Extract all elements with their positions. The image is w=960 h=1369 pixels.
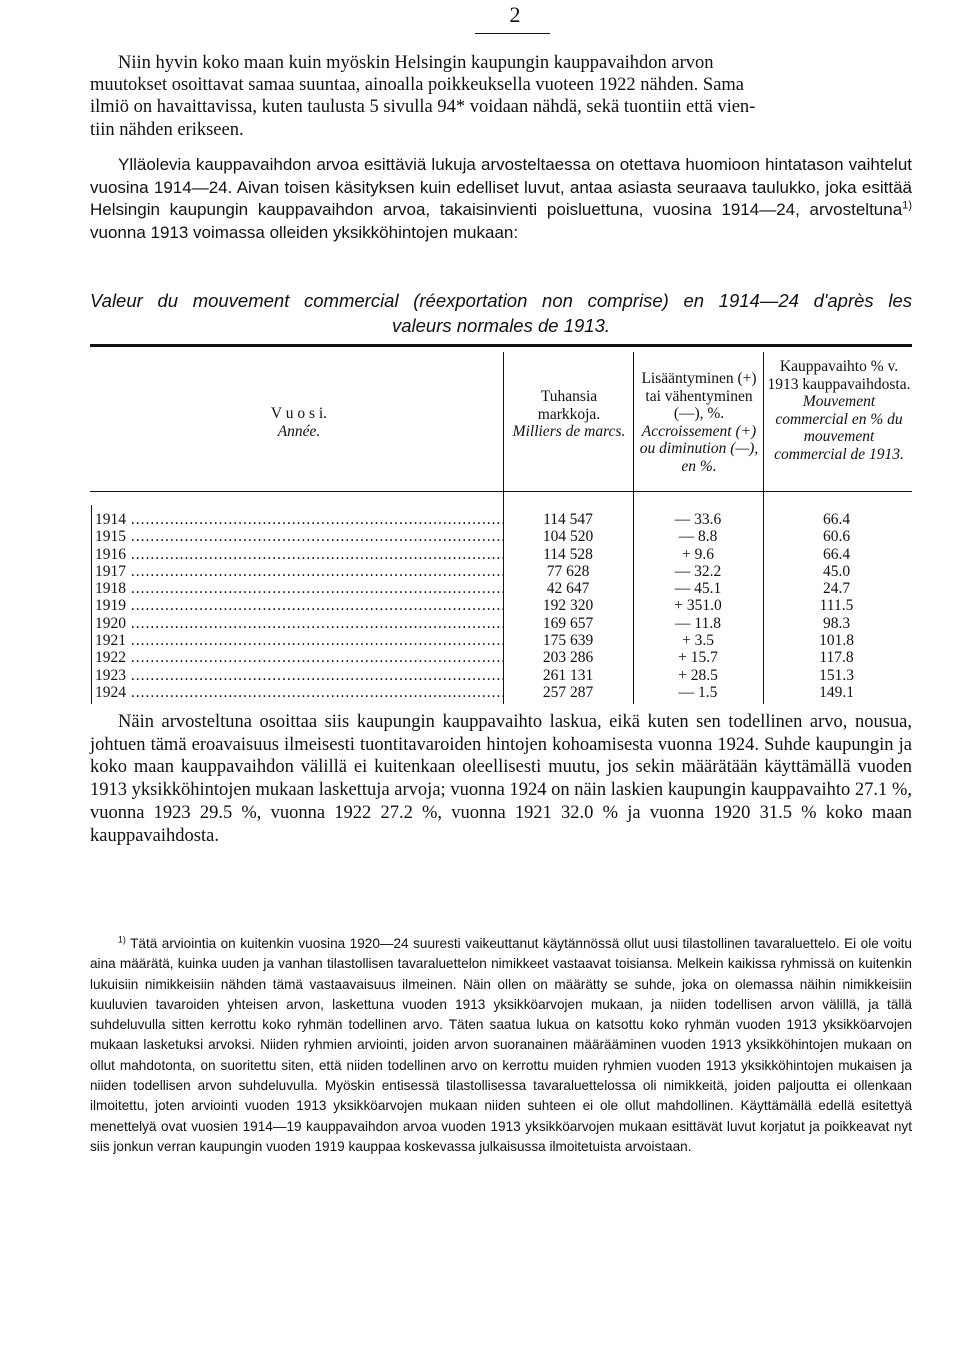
year-cell: 1922 ..... [95, 649, 503, 666]
paragraph-intro-line: ilmiö on havaittavissa, kuten taulusta 5 sivulla 94* voidaan nähdä, sekä tuontiin että vien- [90, 97, 756, 118]
header-value-fi: Tuhansia markkoja. [537, 388, 601, 423]
table-row [95, 684, 912, 701]
change-cell: — 8.8 [678, 528, 718, 546]
value-cell: 261 131 [542, 666, 594, 684]
table-row [95, 546, 912, 563]
paragraph-intro-line: muutokset osoittavat samaa suuntaa, ainoalla poikkeuksella vuoteen 1922 nähden. Sama [90, 75, 745, 96]
change-cell: — 32.2 [674, 562, 722, 580]
table-title-line: valeurs normales de 1913. [391, 315, 611, 336]
paragraph-intro-line: tiin nähden erikseen. [90, 119, 244, 140]
year-cell: 1920 ..... [95, 615, 503, 632]
paragraph-conclusion: Näin arvosteltuna osoittaa siis kaupungin kauppavaihto laskua, eikä kuten sen todellinen arvo, nousua, johtuen tämä eroavaisuus ilmeisesti tuontitavaroiden hintojen kohoamisesta vuonna 1924. Suhde kaupungin ja koko maan kauppavaihdon välillä ei kuitenkaan oleellisesti muutu, jos sekin määrätään käyttämällä vuoden 1913 yksikköhintojen mukaan laskettuja arvoja; vuonna 1924 on näin laskien kaupungin kauppavaihto 27.1 %, vuonna 1923 29.5 %, vuonna 1922 27.2 %, vuonna 1921 32.0 % ja vuonna 1920 31.5 % koko maan kauppavaihdosta. [90, 712, 912, 846]
year-cell: 1918 ..... [95, 580, 503, 597]
header-year [95, 405, 503, 440]
year-cell: 1923 ..... [95, 667, 503, 684]
page-number: 2 [509, 2, 521, 27]
share-cell: 111.5 [819, 597, 854, 615]
paragraph-intro-line: Niin hyvin koko maan kuin myöskin Helsingin kaupungin kauppavaihdon arvon [118, 53, 714, 73]
change-cell: — 1.5 [678, 683, 718, 701]
header-year-fr: Année. [277, 422, 321, 440]
value-cell: 175 639 [542, 632, 594, 650]
header-share-fi: Kauppavaihto % v. 1913 kauppavaihdosta. [767, 358, 911, 393]
footnote-text: Tätä arviointia on kuitenkin vuosina 1920—24 suuresti vaikeuttanut käytännössä ollut uusi tilastollinen tavaraluettelo. Ei ole voitu aina määrätä, kuinka uuden ja vanhan tilastollisen tavaraluettelon nimikkeet vastaavat toisiansa. Melkein kaikissa ryhmissä on kuitenkin lukuisiin nimikkeisiin nähden tämä vastaavaisuus ilmeinen. Näin ollen on määrätty se suhde, joka on olemassa näihin nimikkeisiin kuuluvien tavaroiden yhteisen arvon, laskettuna vuoden 1913 yksikköarvojen mukaan, ja niiden todellisen arvon välillä, ja tällä suhdeluvulla sitten kerrottu koko ryhmän todellinen arvo. Täten saatua lukua on katsottu koko ryhmän vuoden 1913 yksikköarvojen mukaan lasketuksi arvoksi. Niiden ryhmien arviointi, joiden arvon suoranainen määrääminen vuoden 1913 yksikköhintojen mukaan on ollut mahdotonta, on suoritettu siten, että niiden todellinen arvo on kerrottu muiden ryhmien vuoden 1913 yksikköhintojen mukaisen ja niiden todellisen arvon suhdeluvulla. Myöskin entisessä tilastollisessa tavaraluettelossa oli nimikkeitä, joiden paljoutta ei ollenkaan ilmoitettu, joten arviointi vuoden 1913 yksikköarvojen mukaan niiden suhteen ei ole ollut mahdollinen. Käyttämällä edellä esitettyä menettelyä ovat vuosien 1914—19 kauppavaihdon arvoa vuoden 1913 yksikköarvojen mukaan esittävät luvut korjatut ja poikkeavat nyt siis jonkun verran kaupungin vuoden 1919 kauppaa koskevassa julkaisussa ilmoitetuista arvoistaan. [90, 936, 912, 1154]
share-cell: 24.7 [822, 580, 851, 598]
table-title [90, 288, 912, 338]
table-row [95, 580, 912, 597]
header-share [767, 358, 911, 463]
change-cell: + 3.5 [682, 632, 714, 650]
year-cell: 1916 ..... [95, 546, 503, 563]
header-change [637, 370, 761, 475]
value-cell: 203 286 [542, 649, 594, 667]
paragraph-method-text-end: vuonna 1913 voimassa olleiden yksikköhintojen mukaan: [90, 222, 519, 242]
change-cell: — 11.8 [675, 614, 721, 632]
share-cell: 101.8 [819, 632, 854, 650]
share-cell: 117.8 [819, 649, 854, 667]
paragraph-method-text: Ylläolevia kauppavaihdon arvoa esittäviä lukuja arvosteltaessa on otettava huomioon hintatason vaihtelut vuosina 1914—24. Aivan toisen käsityksen kuin edelliset luvut, antaa asiasta seuraava taulukko, joka esittää Helsingin kaupungin kauppavaihdon arvoa, takaisinvienti poisluettuna, vuosina 1914—24, arvosteltuna [90, 155, 912, 219]
header-value [508, 388, 630, 441]
change-cell: — 45.1 [674, 580, 722, 598]
header-value-fr: Milliers de marcs. [512, 423, 626, 440]
header-change-fr: Accroissement (+) ou diminution (—), en %. [639, 422, 759, 475]
year-cell: 1914 ..... [95, 511, 503, 528]
table-row [95, 563, 912, 580]
header-share-fr: Mouvement commercial en % du mouvement commercial de 1913. [774, 393, 904, 463]
value-cell: 104 520 [542, 528, 594, 546]
page-number-rule [475, 33, 550, 34]
year-cell: 1919 ..... [95, 597, 503, 614]
year-cell: 1915 ..... [95, 528, 503, 545]
share-cell: 66.4 [822, 545, 851, 563]
year-cell: 1921 ..... [95, 632, 503, 649]
paragraph-method [90, 154, 912, 244]
year-cell: 1917 ..... [95, 563, 503, 580]
table-row [95, 667, 912, 684]
table-top-rule [90, 344, 912, 347]
share-cell: 60.6 [822, 528, 851, 546]
table-row [95, 615, 912, 632]
table-header-rule [90, 491, 912, 492]
value-cell: 192 320 [542, 597, 594, 615]
share-cell: 149.1 [819, 683, 854, 701]
value-cell: 114 547 [543, 511, 593, 528]
footnote-reference: 1) [902, 199, 912, 212]
share-cell: 45.0 [822, 562, 851, 580]
value-cell: 169 657 [542, 614, 594, 632]
share-cell: 66.4 [822, 511, 851, 528]
value-cell: 257 287 [542, 683, 594, 701]
paragraph-intro [90, 52, 912, 141]
change-cell: — 33.6 [674, 511, 722, 528]
header-year-fi: V u o s i. [270, 405, 328, 422]
change-cell: + 351.0 [674, 597, 722, 615]
footnote-marker: 1) [118, 934, 126, 945]
table-title-line: Valeur du mouvement commercial (réexportation non comprise) en 1914—24 d'après les [90, 290, 912, 311]
value-cell: 114 528 [543, 545, 593, 563]
table-row [95, 528, 912, 545]
year-cell: 1924 ..... [95, 684, 503, 701]
table-row [95, 597, 912, 614]
table-row [95, 511, 912, 528]
table-row [95, 632, 912, 649]
value-cell: 77 628 [546, 562, 590, 580]
table-row [95, 649, 912, 666]
value-cell: 42 647 [546, 580, 590, 598]
share-cell: 151.3 [819, 666, 854, 684]
share-cell: 98.3 [822, 614, 851, 632]
footnote [90, 934, 912, 1157]
change-cell: + 9.6 [682, 545, 714, 563]
header-change-fi: Lisääntyminen (+) tai vähentyminen (—), %. [641, 370, 757, 422]
column-divider [91, 505, 92, 704]
table-body [95, 511, 912, 701]
change-cell: + 28.5 [678, 666, 718, 684]
change-cell: + 15.7 [678, 649, 718, 667]
